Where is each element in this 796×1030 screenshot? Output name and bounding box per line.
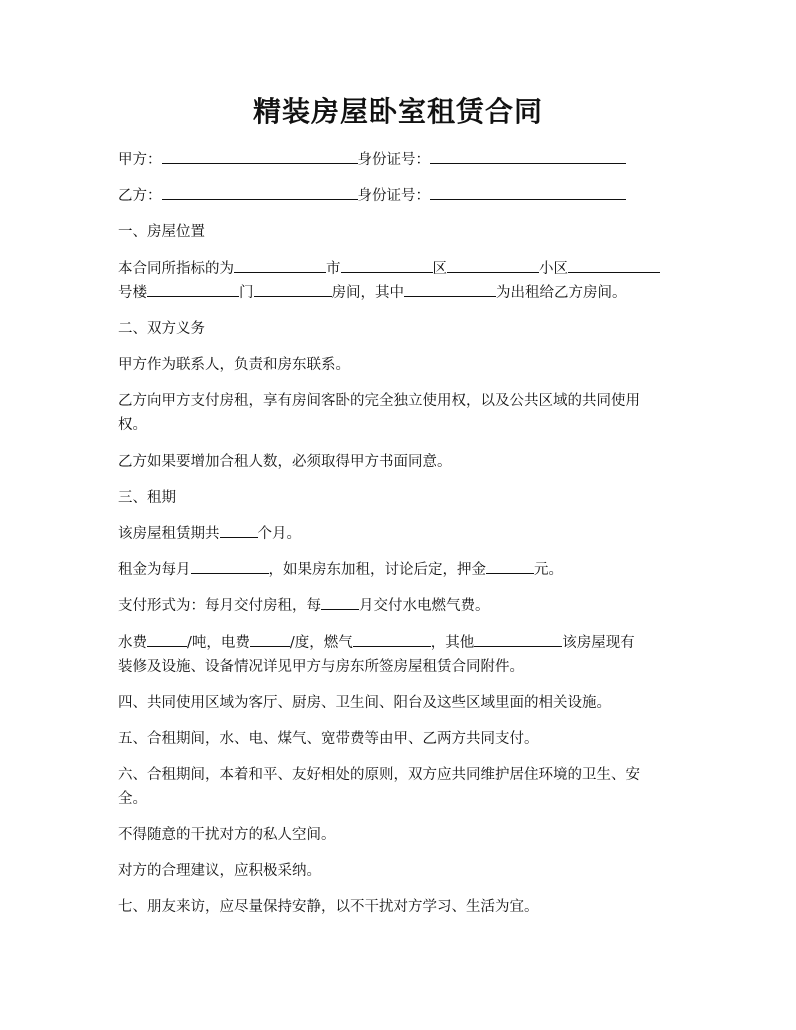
location-text: 号楼 (118, 285, 147, 301)
rent-line (118, 558, 688, 582)
paragraph: 甲方作为联系人，负责和房东联系。 (118, 357, 350, 373)
party-a-name-blank (162, 148, 358, 164)
section-7: 七、朋友来访，应尽量保持安静，以不干扰对方学习、生活为宜。 (118, 899, 539, 915)
fees-text: /度，燃气 (289, 635, 353, 651)
payment-line (118, 594, 688, 618)
room-blank (254, 281, 332, 297)
location-text: 本合同所指标的为 (118, 261, 234, 277)
section-2-heading: 二、双方义务 (118, 321, 205, 337)
section-5: 五、合租期间，水、电、煤气、宽带费等由甲、乙两方共同支付。 (118, 731, 539, 747)
rent-text: 元。 (534, 562, 563, 578)
paragraph: 乙方如果要增加合租人数，必须取得甲方书面同意。 (118, 454, 452, 470)
monthly-rent-blank (191, 558, 269, 574)
location-line-1 (118, 257, 688, 281)
paragraph: 不得随意的干扰对方的私人空间。 (118, 827, 336, 843)
document-title: 精装房屋卧室租赁合同 (252, 95, 543, 128)
fees-text: 该房屋现有 (562, 635, 635, 651)
section-6: 六、合租期间，本着和平、友好相处的原则，双方应共同维护居住环境的卫生、安 (118, 767, 640, 783)
payment-text: 月交付水电燃气费。 (359, 598, 490, 614)
fees-text: ，其他 (430, 635, 475, 651)
party-a-id-blank (430, 148, 626, 164)
location-text: 小区 (539, 261, 568, 277)
unit-blank (147, 281, 239, 297)
months-blank (220, 522, 258, 538)
party-b-id-blank (430, 184, 626, 200)
paragraph: 对方的合理建议，应积极采纳。 (118, 863, 321, 879)
building-blank (568, 257, 660, 273)
utility-months-blank (321, 594, 359, 610)
section-3-heading: 三、租期 (118, 490, 176, 506)
location-text: 为出租给乙方房间。 (496, 285, 627, 301)
party-a-line (118, 148, 688, 172)
lease-term-line (118, 522, 688, 546)
rent-text: ，如果房东加租，讨论后定，押金 (268, 562, 486, 578)
location-text: 区 (432, 261, 447, 277)
section-6-cont: 全。 (118, 791, 147, 807)
fees-text: /吨，电费 (187, 635, 250, 651)
district-blank (341, 257, 433, 273)
location-text: 房间，其中 (331, 285, 404, 301)
fees-text: 水费 (118, 635, 147, 651)
paragraph: 装修及设施、设备情况详见甲方与房东所签房屋租赁合同附件。 (118, 659, 524, 675)
payment-text: 支付形式为：每月交付房租，每 (118, 598, 321, 614)
gas-fee-blank (353, 631, 431, 647)
party-b-id-label: 身份证号： (357, 188, 430, 204)
location-text: 市 (326, 261, 341, 277)
paragraph: 权。 (118, 417, 147, 433)
party-b-line (118, 184, 688, 208)
community-blank (447, 257, 539, 273)
location-text: 门 (239, 285, 254, 301)
lease-text: 个月。 (257, 526, 301, 542)
electric-fee-blank (250, 631, 290, 647)
rent-text: 租金为每月 (118, 562, 191, 578)
water-fee-blank (147, 631, 187, 647)
location-line-2 (118, 281, 688, 305)
other-fee-blank (474, 631, 562, 647)
party-b-label: 乙方： (118, 188, 162, 204)
section-1-heading: 一、房屋位置 (118, 224, 205, 240)
party-a-id-label: 身份证号： (357, 152, 430, 168)
party-a-label: 甲方： (118, 152, 162, 168)
paragraph: 乙方向甲方支付房租，享有房间客卧的完全独立使用权，以及公共区域的共同使用 (118, 393, 640, 409)
rented-room-blank (404, 281, 496, 297)
city-blank (234, 257, 326, 273)
party-b-name-blank (162, 184, 358, 200)
deposit-blank (486, 558, 534, 574)
section-4: 四、共同使用区域为客厅、厨房、卫生间、阳台及这些区域里面的相关设施。 (118, 695, 611, 711)
lease-text: 该房屋租赁期共 (118, 526, 220, 542)
fees-line-1 (118, 631, 688, 655)
